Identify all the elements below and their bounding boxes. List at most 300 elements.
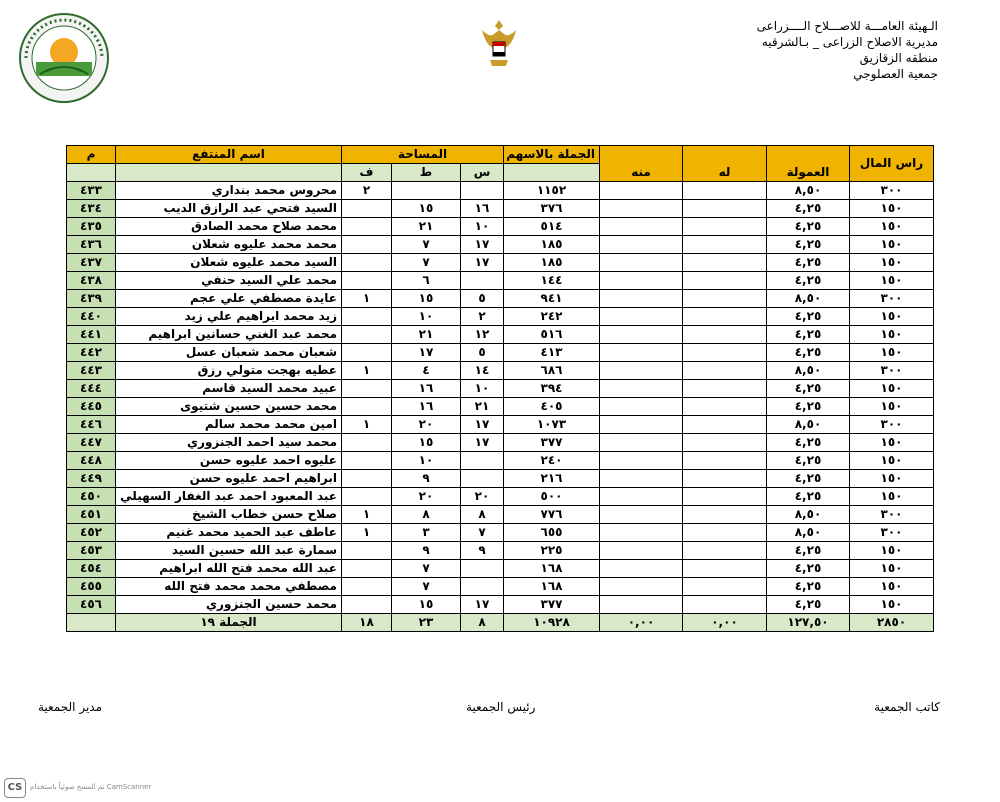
cell-serial: ٤٣٦ <box>67 236 116 254</box>
cell-total-shares: ٤٠٥ <box>504 398 600 416</box>
camscanner-text: تم المسح ضوئياً باستخدام CamScanner <box>30 783 152 791</box>
cell-capital: ١٥٠ <box>850 272 934 290</box>
cell-total-shares: ٦٥٥ <box>504 524 600 542</box>
cell-beneficiary-name: عبد الله محمد فتح الله ابراهيم <box>116 560 342 578</box>
cell-total-shares: ١٦٨ <box>504 560 600 578</box>
cell-total-shares: ٣٧٧ <box>504 596 600 614</box>
cell-commission: ٤,٢٥ <box>767 542 850 560</box>
cell-area-s: ١٠ <box>461 380 504 398</box>
cell-beneficiary-name: محمد علي السيد حنفي <box>116 272 342 290</box>
totals-row <box>67 614 934 632</box>
cell-area-t: ١٥ <box>392 290 461 308</box>
cell-area-t: ٨ <box>392 506 461 524</box>
cell-area-t: ٦ <box>392 272 461 290</box>
cell-commission: ٤,٢٥ <box>767 578 850 596</box>
cell-area-t: ٧ <box>392 236 461 254</box>
cell-commission: ٨,٥٠ <box>767 524 850 542</box>
cell-beneficiary-name: السيد فتحي عبد الرازق الديب <box>116 200 342 218</box>
table-row <box>67 542 934 560</box>
cell-commission: ٤,٢٥ <box>767 452 850 470</box>
cell-capital: ١٥٠ <box>850 596 934 614</box>
cell-commission: ٤,٢٥ <box>767 236 850 254</box>
cell-area-t: ٧ <box>392 578 461 596</box>
cell-beneficiary-name: ابراهيم احمد عليوه حسن <box>116 470 342 488</box>
cell-to <box>683 326 767 344</box>
cell-to <box>683 254 767 272</box>
cell-total-shares: ٥٠٠ <box>504 488 600 506</box>
cell-serial: ٤٥٥ <box>67 578 116 596</box>
cell-serial: ٤٣٩ <box>67 290 116 308</box>
table-row <box>67 272 934 290</box>
cell-serial: ٤٥٤ <box>67 560 116 578</box>
cell-serial: ٤٤٣ <box>67 362 116 380</box>
cell-from <box>600 290 683 308</box>
cell-from <box>600 524 683 542</box>
table-row <box>67 200 934 218</box>
table-row <box>67 452 934 470</box>
table-row <box>67 236 934 254</box>
cell-commission: ٤,٢٥ <box>767 200 850 218</box>
cell-area-s: ١٧ <box>461 416 504 434</box>
cell-area-f <box>342 452 392 470</box>
table-row <box>67 326 934 344</box>
cell-serial: ٤٣٣ <box>67 182 116 200</box>
cell-from <box>600 344 683 362</box>
secretary-signature: كاتب الجمعية <box>874 700 940 714</box>
cell-from <box>600 200 683 218</box>
cell-area-t: ٣ <box>392 524 461 542</box>
total-area-t: ٢٣ <box>392 614 461 632</box>
cell-area-s: ٢٠ <box>461 488 504 506</box>
col-total-header: الجملة بالاسهم <box>504 146 600 164</box>
cell-serial: ٤٣٤ <box>67 200 116 218</box>
cell-area-f <box>342 470 392 488</box>
cell-area-s: ١٧ <box>461 596 504 614</box>
cell-commission: ٤,٢٥ <box>767 380 850 398</box>
cell-beneficiary-name: محمد عبد الغني حسانين ابراهيم <box>116 326 342 344</box>
cell-to <box>683 416 767 434</box>
cell-to <box>683 182 767 200</box>
cell-beneficiary-name: عطيه بهجت متولي رزق <box>116 362 342 380</box>
total-capital: ٢٨٥٠ <box>850 614 934 632</box>
cell-capital: ٣٠٠ <box>850 362 934 380</box>
cell-commission: ٨,٥٠ <box>767 182 850 200</box>
cell-area-f <box>342 380 392 398</box>
cell-area-s: ٢ <box>461 308 504 326</box>
total-shares: ١٠٩٢٨ <box>504 614 600 632</box>
cell-area-t: ١٠ <box>392 452 461 470</box>
cell-to <box>683 308 767 326</box>
cell-area-t: ٢٠ <box>392 488 461 506</box>
cell-area-s: ١٢ <box>461 326 504 344</box>
cell-area-t: ٧ <box>392 254 461 272</box>
cell-from <box>600 470 683 488</box>
cell-from <box>600 398 683 416</box>
cell-total-shares: ٣٧٧ <box>504 434 600 452</box>
cell-area-f <box>342 542 392 560</box>
cell-to <box>683 506 767 524</box>
cell-area-s <box>461 452 504 470</box>
cell-commission: ٨,٥٠ <box>767 290 850 308</box>
cell-beneficiary-name: محمد حسين حسين شتيوى <box>116 398 342 416</box>
cell-from <box>600 542 683 560</box>
cell-area-s: ٢١ <box>461 398 504 416</box>
cell-area-f: ١ <box>342 524 392 542</box>
cell-from <box>600 380 683 398</box>
cell-to <box>683 578 767 596</box>
cell-commission: ٤,٢٥ <box>767 398 850 416</box>
cell-beneficiary-name: محمد حسين الجنزوري <box>116 596 342 614</box>
cell-capital: ١٥٠ <box>850 470 934 488</box>
cell-beneficiary-name: محمد محمد عليوه شعلان <box>116 236 342 254</box>
cell-capital: ٣٠٠ <box>850 416 934 434</box>
cell-to <box>683 434 767 452</box>
cell-area-f <box>342 254 392 272</box>
table-row <box>67 488 934 506</box>
cell-area-s: ٨ <box>461 506 504 524</box>
cell-area-s: ١٠ <box>461 218 504 236</box>
cell-capital: ١٥٠ <box>850 488 934 506</box>
cell-from <box>600 272 683 290</box>
table-row <box>67 506 934 524</box>
cell-capital: ١٥٠ <box>850 218 934 236</box>
cell-total-shares: ٥١٦ <box>504 326 600 344</box>
table-row <box>67 596 934 614</box>
col-total-subheader <box>504 164 600 182</box>
cell-total-shares: ٢٤٠ <box>504 452 600 470</box>
cell-capital: ١٥٠ <box>850 200 934 218</box>
cell-beneficiary-name: محمد سيد احمد الجنزوري <box>116 434 342 452</box>
cell-serial: ٤٤٧ <box>67 434 116 452</box>
cell-area-t: ٤ <box>392 362 461 380</box>
table-row <box>67 308 934 326</box>
col-area-header: المساحة <box>342 146 504 164</box>
cell-beneficiary-name: عبد المعبود احمد عبد الغفار السهيلي <box>116 488 342 506</box>
cell-area-f: ١ <box>342 506 392 524</box>
cell-beneficiary-name: عبيد محمد السيد قاسم <box>116 380 342 398</box>
cell-capital: ٣٠٠ <box>850 524 934 542</box>
cell-total-shares: ٣٧٦ <box>504 200 600 218</box>
cell-total-shares: ١٨٥ <box>504 236 600 254</box>
cell-serial: ٤٤٥ <box>67 398 116 416</box>
table-row <box>67 254 934 272</box>
col-capital-header: راس المال <box>850 146 934 182</box>
table-row <box>67 344 934 362</box>
cell-total-shares: ٢١٦ <box>504 470 600 488</box>
cell-beneficiary-name: محروس محمد بنداري <box>116 182 342 200</box>
president-signature: رئيس الجمعية <box>466 700 536 714</box>
cell-from <box>600 182 683 200</box>
cell-capital: ١٥٠ <box>850 452 934 470</box>
table-row <box>67 380 934 398</box>
col-serial-header: م <box>67 146 116 164</box>
directorate-name: مديرية الاصلاح الزراعى _ بـالشرقيه <box>761 35 938 49</box>
manager-signature: مدير الجمعية <box>38 700 103 714</box>
cell-area-t: ٩ <box>392 542 461 560</box>
table-row <box>67 578 934 596</box>
cell-serial: ٤٥٠ <box>67 488 116 506</box>
cell-total-shares: ٢٤٢ <box>504 308 600 326</box>
cell-beneficiary-name: مصطفي محمد محمد فتح الله <box>116 578 342 596</box>
cell-to <box>683 542 767 560</box>
cell-to <box>683 200 767 218</box>
cell-to <box>683 380 767 398</box>
cell-area-f <box>342 560 392 578</box>
cell-area-f <box>342 236 392 254</box>
cell-area-t <box>392 182 461 200</box>
cell-total-shares: ٤١٣ <box>504 344 600 362</box>
beneficiaries-table <box>66 145 934 632</box>
cell-serial: ٤٤٠ <box>67 308 116 326</box>
cell-capital: ٣٠٠ <box>850 182 934 200</box>
cell-area-t: ١٧ <box>392 344 461 362</box>
cell-area-t: ١٥ <box>392 596 461 614</box>
cell-to <box>683 560 767 578</box>
cell-from <box>600 578 683 596</box>
cell-to <box>683 218 767 236</box>
cell-total-shares: ٦٨٦ <box>504 362 600 380</box>
cell-area-f <box>342 434 392 452</box>
total-label: الجملة ١٩ <box>116 614 342 632</box>
cell-area-f <box>342 344 392 362</box>
cell-serial: ٤٤٨ <box>67 452 116 470</box>
cell-capital: ١٥٠ <box>850 434 934 452</box>
authority-name: الـهيئة العامـــة للاصـــلاح الــــزراعى <box>756 19 938 33</box>
cell-to <box>683 398 767 416</box>
cell-area-s: ١٦ <box>461 200 504 218</box>
association-name: جمعية العصلوجي <box>853 67 938 81</box>
cell-area-f <box>342 200 392 218</box>
cell-from <box>600 506 683 524</box>
cell-beneficiary-name: امين محمد محمد سالم <box>116 416 342 434</box>
cell-area-s: ١٤ <box>461 362 504 380</box>
cell-beneficiary-name: زيد محمد ابراهيم علي زيد <box>116 308 342 326</box>
cell-from <box>600 326 683 344</box>
cell-serial: ٤٤٦ <box>67 416 116 434</box>
cell-serial: ٤٥٣ <box>67 542 116 560</box>
cell-from <box>600 308 683 326</box>
cell-serial: ٤٣٨ <box>67 272 116 290</box>
cell-area-f <box>342 578 392 596</box>
cell-capital: ١٥٠ <box>850 236 934 254</box>
region-name: منطقه الزقازيق <box>859 51 938 65</box>
cell-serial: ٤٤٢ <box>67 344 116 362</box>
table-row <box>67 524 934 542</box>
cell-serial: ٤٥٦ <box>67 596 116 614</box>
cell-from <box>600 596 683 614</box>
cell-commission: ٤,٢٥ <box>767 308 850 326</box>
cell-serial: ٤٤٤ <box>67 380 116 398</box>
cell-serial: ٤٣٥ <box>67 218 116 236</box>
cell-area-t: ١٥ <box>392 434 461 452</box>
cell-from <box>600 218 683 236</box>
cell-to <box>683 272 767 290</box>
cell-from <box>600 560 683 578</box>
cell-area-t: ١٥ <box>392 200 461 218</box>
cell-area-s <box>461 272 504 290</box>
total-serial <box>67 614 116 632</box>
cell-area-s: ٩ <box>461 542 504 560</box>
cell-capital: ١٥٠ <box>850 326 934 344</box>
cell-area-t: ٩ <box>392 470 461 488</box>
cell-area-f: ٢ <box>342 182 392 200</box>
cell-area-s: ١٧ <box>461 254 504 272</box>
cell-area-s: ١٧ <box>461 434 504 452</box>
cell-commission: ٤,٢٥ <box>767 488 850 506</box>
cell-area-f: ١ <box>342 362 392 380</box>
cell-beneficiary-name: سمارة عبد الله حسين السيد <box>116 542 342 560</box>
cell-beneficiary-name: محمد صلاح محمد الصادق <box>116 218 342 236</box>
cell-beneficiary-name: صلاح حسن خطاب الشيخ <box>116 506 342 524</box>
col-area-f-header: ف <box>342 164 392 182</box>
cell-commission: ٤,٢٥ <box>767 596 850 614</box>
cell-commission: ٤,٢٥ <box>767 254 850 272</box>
total-to: ٠,٠٠ <box>683 614 767 632</box>
cell-to <box>683 452 767 470</box>
cell-total-shares: ١٨٥ <box>504 254 600 272</box>
total-area-s: ٨ <box>461 614 504 632</box>
col-beneficiary-header: اسم المنتفع <box>116 146 342 164</box>
cell-area-f: ١ <box>342 416 392 434</box>
cell-total-shares: ٣٩٤ <box>504 380 600 398</box>
cell-commission: ٤,٢٥ <box>767 470 850 488</box>
col-commission-header: العمولة <box>767 146 850 182</box>
cell-capital: ١٥٠ <box>850 578 934 596</box>
cell-area-s <box>461 560 504 578</box>
egypt-eagle-emblem <box>478 16 520 72</box>
total-commission: ١٢٧,٥٠ <box>767 614 850 632</box>
cell-to <box>683 470 767 488</box>
cell-total-shares: ٩٤١ <box>504 290 600 308</box>
cell-capital: ١٥٠ <box>850 398 934 416</box>
total-from: ٠,٠٠ <box>600 614 683 632</box>
cell-commission: ٤,٢٥ <box>767 560 850 578</box>
table-row <box>67 434 934 452</box>
cell-capital: ١٥٠ <box>850 344 934 362</box>
col-serial-subheader <box>67 164 116 182</box>
document-header <box>757 18 938 82</box>
cell-serial: ٤٣٧ <box>67 254 116 272</box>
cell-total-shares: ١١٥٢ <box>504 182 600 200</box>
cell-commission: ٨,٥٠ <box>767 506 850 524</box>
cell-to <box>683 524 767 542</box>
cell-capital: ١٥٠ <box>850 560 934 578</box>
cell-serial: ٤٤١ <box>67 326 116 344</box>
cell-beneficiary-name: شعبان محمد شعبان عسل <box>116 344 342 362</box>
cell-capital: ١٥٠ <box>850 380 934 398</box>
cell-capital: ٣٠٠ <box>850 290 934 308</box>
cell-area-s <box>461 182 504 200</box>
col-area-s-header: س <box>461 164 504 182</box>
cell-commission: ٨,٥٠ <box>767 416 850 434</box>
cell-total-shares: ٥١٤ <box>504 218 600 236</box>
cell-beneficiary-name: عاطف عبد الحميد محمد غنيم <box>116 524 342 542</box>
cell-beneficiary-name: السيد محمد عليوه شعلان <box>116 254 342 272</box>
cell-area-f <box>342 272 392 290</box>
cell-area-f <box>342 308 392 326</box>
cell-commission: ٤,٢٥ <box>767 434 850 452</box>
cell-area-s: ٥ <box>461 290 504 308</box>
cell-capital: ١٥٠ <box>850 542 934 560</box>
cell-beneficiary-name: عايدة مصطفي علي عجم <box>116 290 342 308</box>
col-to-header: له <box>683 146 767 182</box>
col-from-header: منه <box>600 146 683 182</box>
cell-area-s: ١٧ <box>461 236 504 254</box>
cell-total-shares: ٢٢٥ <box>504 542 600 560</box>
total-area-f: ١٨ <box>342 614 392 632</box>
cell-total-shares: ١٠٧٣ <box>504 416 600 434</box>
cell-area-s: ٥ <box>461 344 504 362</box>
cell-total-shares: ٧٧٦ <box>504 506 600 524</box>
cell-area-t: ٢١ <box>392 218 461 236</box>
table-row <box>67 416 934 434</box>
cell-capital: ١٥٠ <box>850 254 934 272</box>
cell-commission: ٤,٢٥ <box>767 218 850 236</box>
cell-area-s <box>461 470 504 488</box>
cell-area-t: ١٦ <box>392 398 461 416</box>
cell-commission: ٤,٢٥ <box>767 272 850 290</box>
cell-to <box>683 488 767 506</box>
cell-area-f <box>342 326 392 344</box>
cell-area-s: ٧ <box>461 524 504 542</box>
cell-total-shares: ١٦٨ <box>504 578 600 596</box>
camscanner-badge: CS <box>4 778 26 798</box>
cell-commission: ٤,٢٥ <box>767 344 850 362</box>
cell-from <box>600 362 683 380</box>
table-row <box>67 362 934 380</box>
ministry-agriculture-logo <box>18 12 110 104</box>
col-beneficiary-subheader <box>116 164 342 182</box>
table-row <box>67 398 934 416</box>
table-row <box>67 218 934 236</box>
cell-to <box>683 236 767 254</box>
cell-area-t: ٧ <box>392 560 461 578</box>
cell-from <box>600 236 683 254</box>
table-row <box>67 470 934 488</box>
table-row <box>67 182 934 200</box>
cell-capital: ١٥٠ <box>850 308 934 326</box>
cell-serial: ٤٤٩ <box>67 470 116 488</box>
cell-area-f <box>342 398 392 416</box>
cell-area-f <box>342 218 392 236</box>
cell-to <box>683 596 767 614</box>
cell-serial: ٤٥١ <box>67 506 116 524</box>
cell-to <box>683 290 767 308</box>
cell-total-shares: ١٤٤ <box>504 272 600 290</box>
cell-area-f <box>342 596 392 614</box>
cell-to <box>683 362 767 380</box>
cell-area-f <box>342 488 392 506</box>
cell-beneficiary-name: عليوه احمد عليوه حسن <box>116 452 342 470</box>
cell-from <box>600 434 683 452</box>
table-row <box>67 560 934 578</box>
cell-from <box>600 452 683 470</box>
cell-from <box>600 254 683 272</box>
cell-to <box>683 344 767 362</box>
cell-area-s <box>461 578 504 596</box>
cell-area-t: ١٦ <box>392 380 461 398</box>
cell-commission: ٨,٥٠ <box>767 362 850 380</box>
cell-capital: ٣٠٠ <box>850 506 934 524</box>
cell-area-t: ٢٠ <box>392 416 461 434</box>
col-area-t-header: ط <box>392 164 461 182</box>
table-row <box>67 290 934 308</box>
cell-serial: ٤٥٢ <box>67 524 116 542</box>
cell-area-f: ١ <box>342 290 392 308</box>
table-body <box>67 182 934 614</box>
cell-area-t: ١٠ <box>392 308 461 326</box>
cell-from <box>600 416 683 434</box>
